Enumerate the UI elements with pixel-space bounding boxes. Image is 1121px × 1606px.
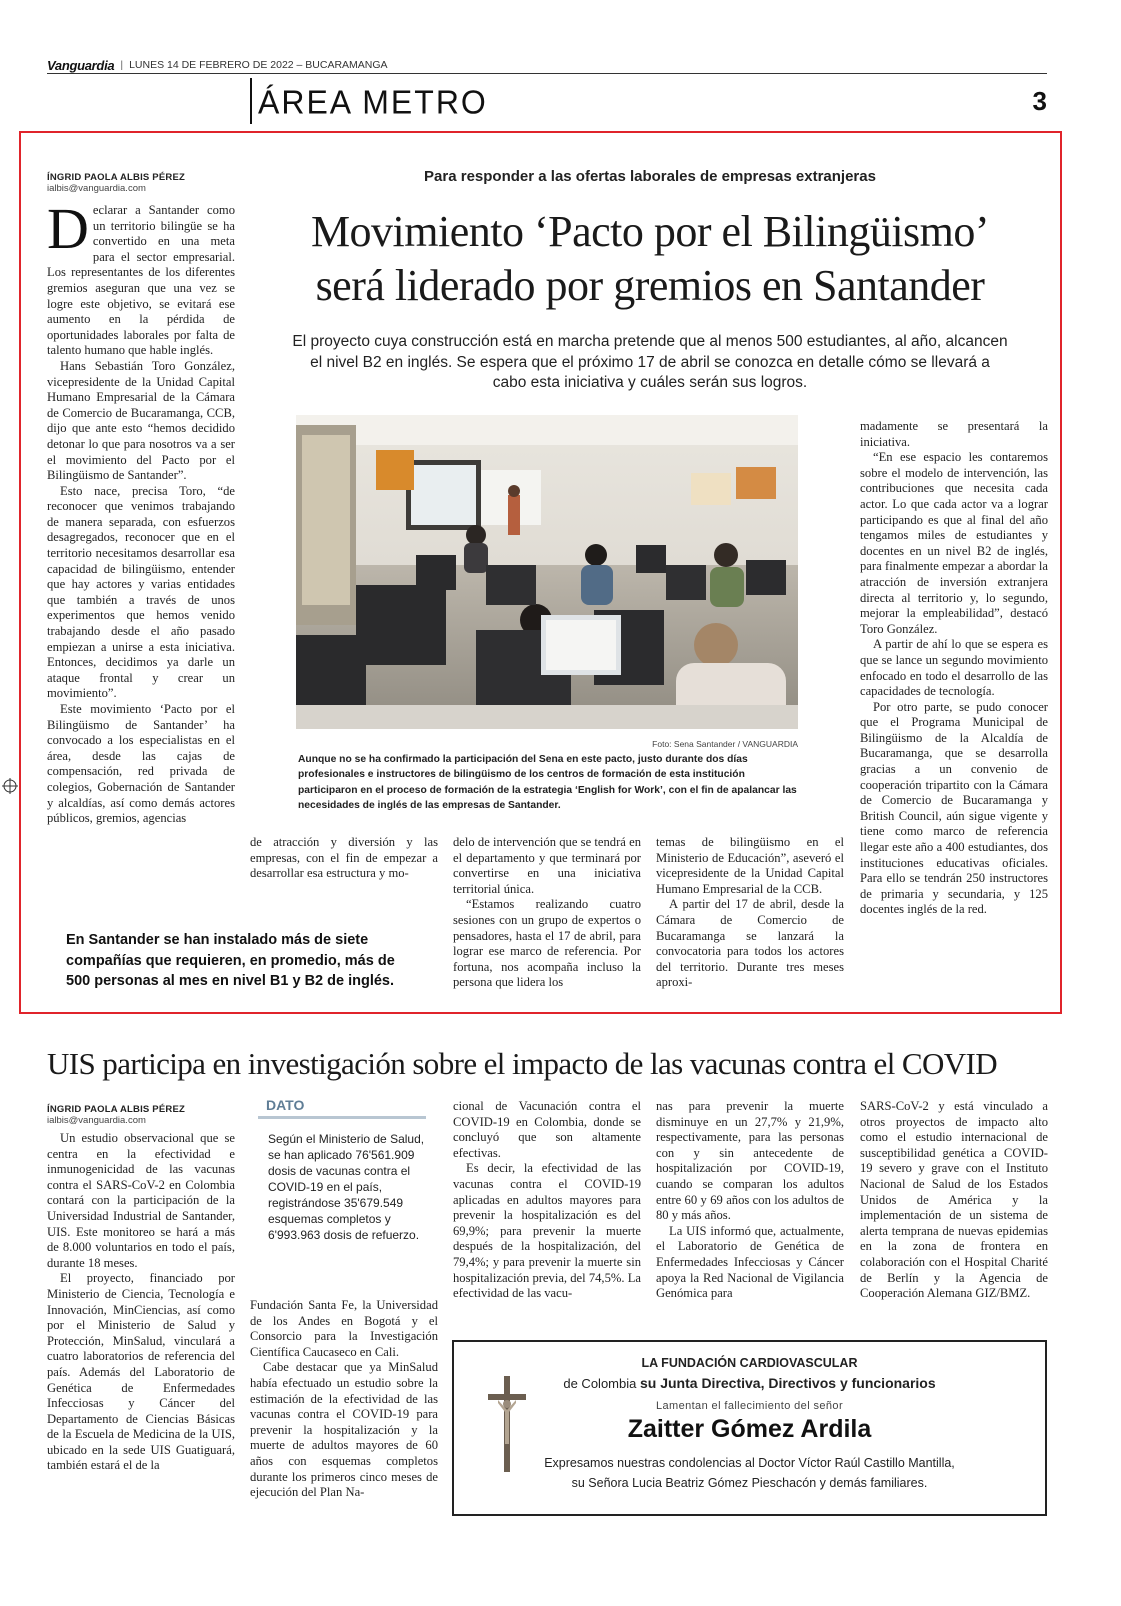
photo-caption: Aunque no se ha confirmado la participación del Sena en este pacto, justo durante dos días profesionales e instructores de bilingüismo de los centros de formación de esta institución participaron en el proceso de formación de la estrategia ‘English for Work’, con el fin de apalancar las necesidades de inglés de las empresas de Santander. [298,754,797,811]
paragraph: Esto nace, precisa Toro, “de reconocer que venimos trabajando de manera separada, con esfuerzos desagregados, reconocer que en el territorio necesitamos desarrollar esa capacidad de bilingüismo, entender que hay actores y varias entidades que también a través de unos experimentos que hemos venido trabajando desde el año pasado empiezan a unirse a esta iniciativa. Entonces, decidimos ya darle un ataque frontal y crear un movimiento”. [47,483,235,701]
paragraph: SARS-CoV-2 y está vinculado a otros proyectos de impacto alto como el estudio internacional de susceptibilidad genética a COVID-19 severo y grave con el Instituto Nacional de Salud de los Estados Unidos de América y la implementación de un sistema de alerta temprana de nuevas epidemias en la zona de frontera en colaboración con el Hospital Charité de Berlín y la Agencia de Cooperación Alemana GIZ/BMZ. [860,1099,1048,1301]
byline-2 [47,1104,185,1126]
section-title: ÁREA METRO [258,83,488,121]
paragraph: “En ese espacio les contaremos sobre el modelo de intervención, las contribuciones que necesita cada actor. Lo que cada actor va a lograr participando es que al final del año tengamos miles de estudiantes y docentes en un nivel B2 de inglés, para finalmente empezar a abordar la atracción de inversión extranjera directa al territorio y, lo segundo, mejorar la empleabilidad”, destacó Toro González. [860,450,1048,636]
author-email: ialbis@vanguardia.com [47,1115,146,1126]
article-column-1 [47,196,235,883]
photo-credit: Foto: Sena Santander / VANGUARDIA [652,739,798,749]
paragraph: “Estamos realizando cuatro sesiones con un grupo de expertos o pensadores, hasta el 17 de abril, para lograr ese marco de referencia. Por fortuna, nos acompaña incluso la persona que lidera los [453,897,641,990]
article-column-5 [860,419,1048,918]
paragraph: Por otro parte, se pudo conocer que el Programa Municipal de Bilingüismo de la Alcaldía de Bucaramanga, que se desarrolla gracias a un convenio de cooperación tripartito con la Cámara de Comercio de Bucaramanga y British Council, aún sigue vigente y tiene como marco de referencia llegar este año a 400 estudiantes, dos instituciones educativas oficiales. Para ello se tendrán 250 instructores de primaria y secundaria, y 125 docentes inglés de la red. [860,699,1048,917]
paragraph: madamente se presentará la iniciativa. [860,419,1048,449]
page-number: 3 [1032,86,1047,116]
page-header: Vanguardia | LUNES 14 DE FEBRERO DE 2022 – BUCARAMANGA [47,57,388,73]
header-rule [47,73,1047,74]
condolence-notice [452,1340,1047,1516]
drop-cap: D [47,196,89,261]
pull-quote: En Santander se han instalado más de siete compañías que requieren, en promedio, más de 500 personas al mes en nivel B1 y B2 de inglés. [66,932,395,989]
article-kicker: Para responder a las ofertas laborales de empresas extranjeras [424,168,876,185]
paragraph: El proyecto, financiado por Ministerio de Ciencia, Tecnología e Innovación, MinCiencias, así como por el Ministerio de Salud y Protección, MinSalud, vinculará a cuatro laboratorios de referencia del país. Además del Laboratorio de Genética de Enfermedades Infecciosas y Cáncer del Departamento de Ciencias Básicas de la Escuela de Medicina de la UIS, ubicado en la sede UIS Guatiguará, también estará el de la [47,1271,235,1473]
paragraph: nas para prevenir la muerte disminuye en un 27,7% y 21,9%, respectivamente, para las personas con y sin antecedente de hospitalización por COVID-19, cuando se comparan los adultos entre 60 y 69 años con los adultos de 80 y más años. [656,1099,844,1223]
notice-condolences: Expresamos nuestras condolencias al Doctor Víctor Raúl Castillo Mantilla, su Señora Lucia Beatriz Gómez Pieschacón y demás familiares. [544,1456,955,1490]
paragraph: cional de Vacunación contra el COVID-19 en Colombia, donde se concluyó que son altamente efectivas. [453,1099,641,1160]
paragraph: Un estudio observacional que se centra en la efectividad e inmunogenicidad de las vacunas contra el SARS-CoV-2 en Colombia contará con la participación de la Universidad Industrial de Santander, UIS. Este monitoreo se hará a más de 8.000 voluntarios en todo el país, durante 18 meses. [47,1131,235,1270]
notice-line-1: LA FUNDACIÓN CARDIOVASCULAR [641,1356,858,1370]
byline [47,172,185,194]
notice-line-2: de Colombia su Junta Directiva, Directivos y funcionarios [563,1375,936,1391]
crucifix-icon [484,1374,530,1474]
paragraph: de atracción y diversión y las empresas, con el fin de empezar a desarrollar esa estructura y mo- [250,835,438,881]
paragraph: A partir del 17 de abril, desde la Cámara de Comercio de Bucaramanga se lanzará la convocatoria para todos los actores del territorio. Durante tres meses aproxi- [656,897,844,990]
paragraph: A partir de ahí lo que se espera es que se lance un segundo movimiento enfocado en todo el desarrollo de las capacidades de tecnología. [860,637,1048,699]
classroom-photo [296,415,798,729]
article-2-column-4 [656,1099,844,1302]
author-email: ialbis@vanguardia.com [47,183,146,194]
paragraph: Es decir, la efectividad de las vacunas contra el COVID-19 aplicadas en adultos mayores para prevenir la hospitalización es del 69,9%; para prevenir la muerte después de la hospitalización, del 79,4%; y para prevenir la muerte sin hospitalización previa, del 74,5%. La efectividad de las vacu- [453,1161,641,1301]
registration-mark-icon [2,778,18,794]
article-headline [250,205,1050,313]
article-2-column-5 [860,1099,1048,1302]
article-2-headline: UIS participa en investigación sobre el impacto de las vacunas contra el COVID [47,1046,998,1081]
dato-text: Según el Ministerio de Salud, se han aplicado 76'561.909 dosis de vacunas contra el COVID-19 en el país, registrándose 35'679.549 esquemas completos y 6'993.963 dosis de refuerzo. [268,1132,425,1242]
article-2-column-3 [453,1099,641,1302]
paragraph: Cabe destacar que ya MinSalud había efectuado un estudio sobre la estimación de la efectividad de las vacunas contra el COVID-19 para prevenir la hospitalización y la muerte de adultos mayores de 60 años con esquemas completos durante los primeros cinco meses de ejecución del Plan Na- [250,1360,438,1500]
article-column-3 [453,835,641,991]
notice-line-3: Lamentan el fallecimiento del señor [655,1400,844,1412]
paragraph: delo de intervención que se tendrá en el departamento y que terminará por convertirse en una iniciativa territorial única. [453,835,641,896]
author-name: ÍNGRID PAOLA ALBIS PÉREZ [47,172,185,183]
notice-deceased-name: Zaitter Gómez Ardila [627,1415,872,1443]
paragraph: Declarar a Santander como un territorio bilingüe se ha convertido en una meta para el sector empresarial. Los representantes de los diferentes gremios aseguran que una vez se logre este objetivo, se evitará ese aumento en la pérdida de oportunidades laborales por falta de talento humano que hable inglés. [47,196,235,358]
article-2-column-2 [250,1298,438,1501]
paragraph: La UIS informó que, actualmente, el Laboratorio de Genética de Enfermedades Infecciosas y Cáncer apoya la Red Nacional de Vigilancia Genómica para [656,1223,844,1301]
paragraph: Hans Sebastián Toro González, vicepresidente de la Unidad Capital Humano Empresarial de la Cámara de Comercio de Bucaramanga, CCB, dijo que ante esto “hemos decidido detonar lo que para nosotros va a ser el movimiento del Pacto por el Bilingüismo de Santander”. [47,358,235,483]
author-name: ÍNGRID PAOLA ALBIS PÉREZ [47,1104,185,1115]
article-column-4 [656,835,844,991]
headline-line-1: Movimiento ‘Pacto por el Bilingüismo’ [310,207,990,256]
article-photo [296,415,798,729]
section-divider [250,78,252,124]
paragraph: Este movimiento ‘Pacto por el Bilingüismo de Santander’ ha convocado a los especialistas en el área, desde las cajas de compensación, red privada de colegios, Gobernación de Santander y alcaldías, así como demás actores públicos, gremios, agencias [47,702,235,826]
date-city: LUNES 14 DE FEBRERO DE 2022 – BUCARAMANGA [129,59,388,71]
article-2-column-1 [47,1131,235,1474]
article-column-2 [250,835,438,882]
dato-label: DATO [266,1097,305,1113]
paragraph: temas de bilingüismo en el Ministerio de Educación”, aseveró el vicepresidente de la Unidad Capital Humano Empresarial de la CCB. [656,835,844,896]
paragraph: Fundación Santa Fe, la Universidad de los Andes en Bogotá y el Consorcio para la Investigación Científica Caucaseco en Cali. [250,1298,438,1359]
brand-logo: Vanguardia [47,57,115,73]
headline-line-2: será liderado por gremios en Santander [315,261,985,310]
article-deck: El proyecto cuya construcción está en marcha pretende que al menos 500 estudiantes, al año, alcancen el nivel B2 en inglés. Se espera que el próximo 17 de abril se conozca en detalle cómo se llevará a cabo esta iniciativa y cuáles serán sus logros. [292,333,1008,391]
